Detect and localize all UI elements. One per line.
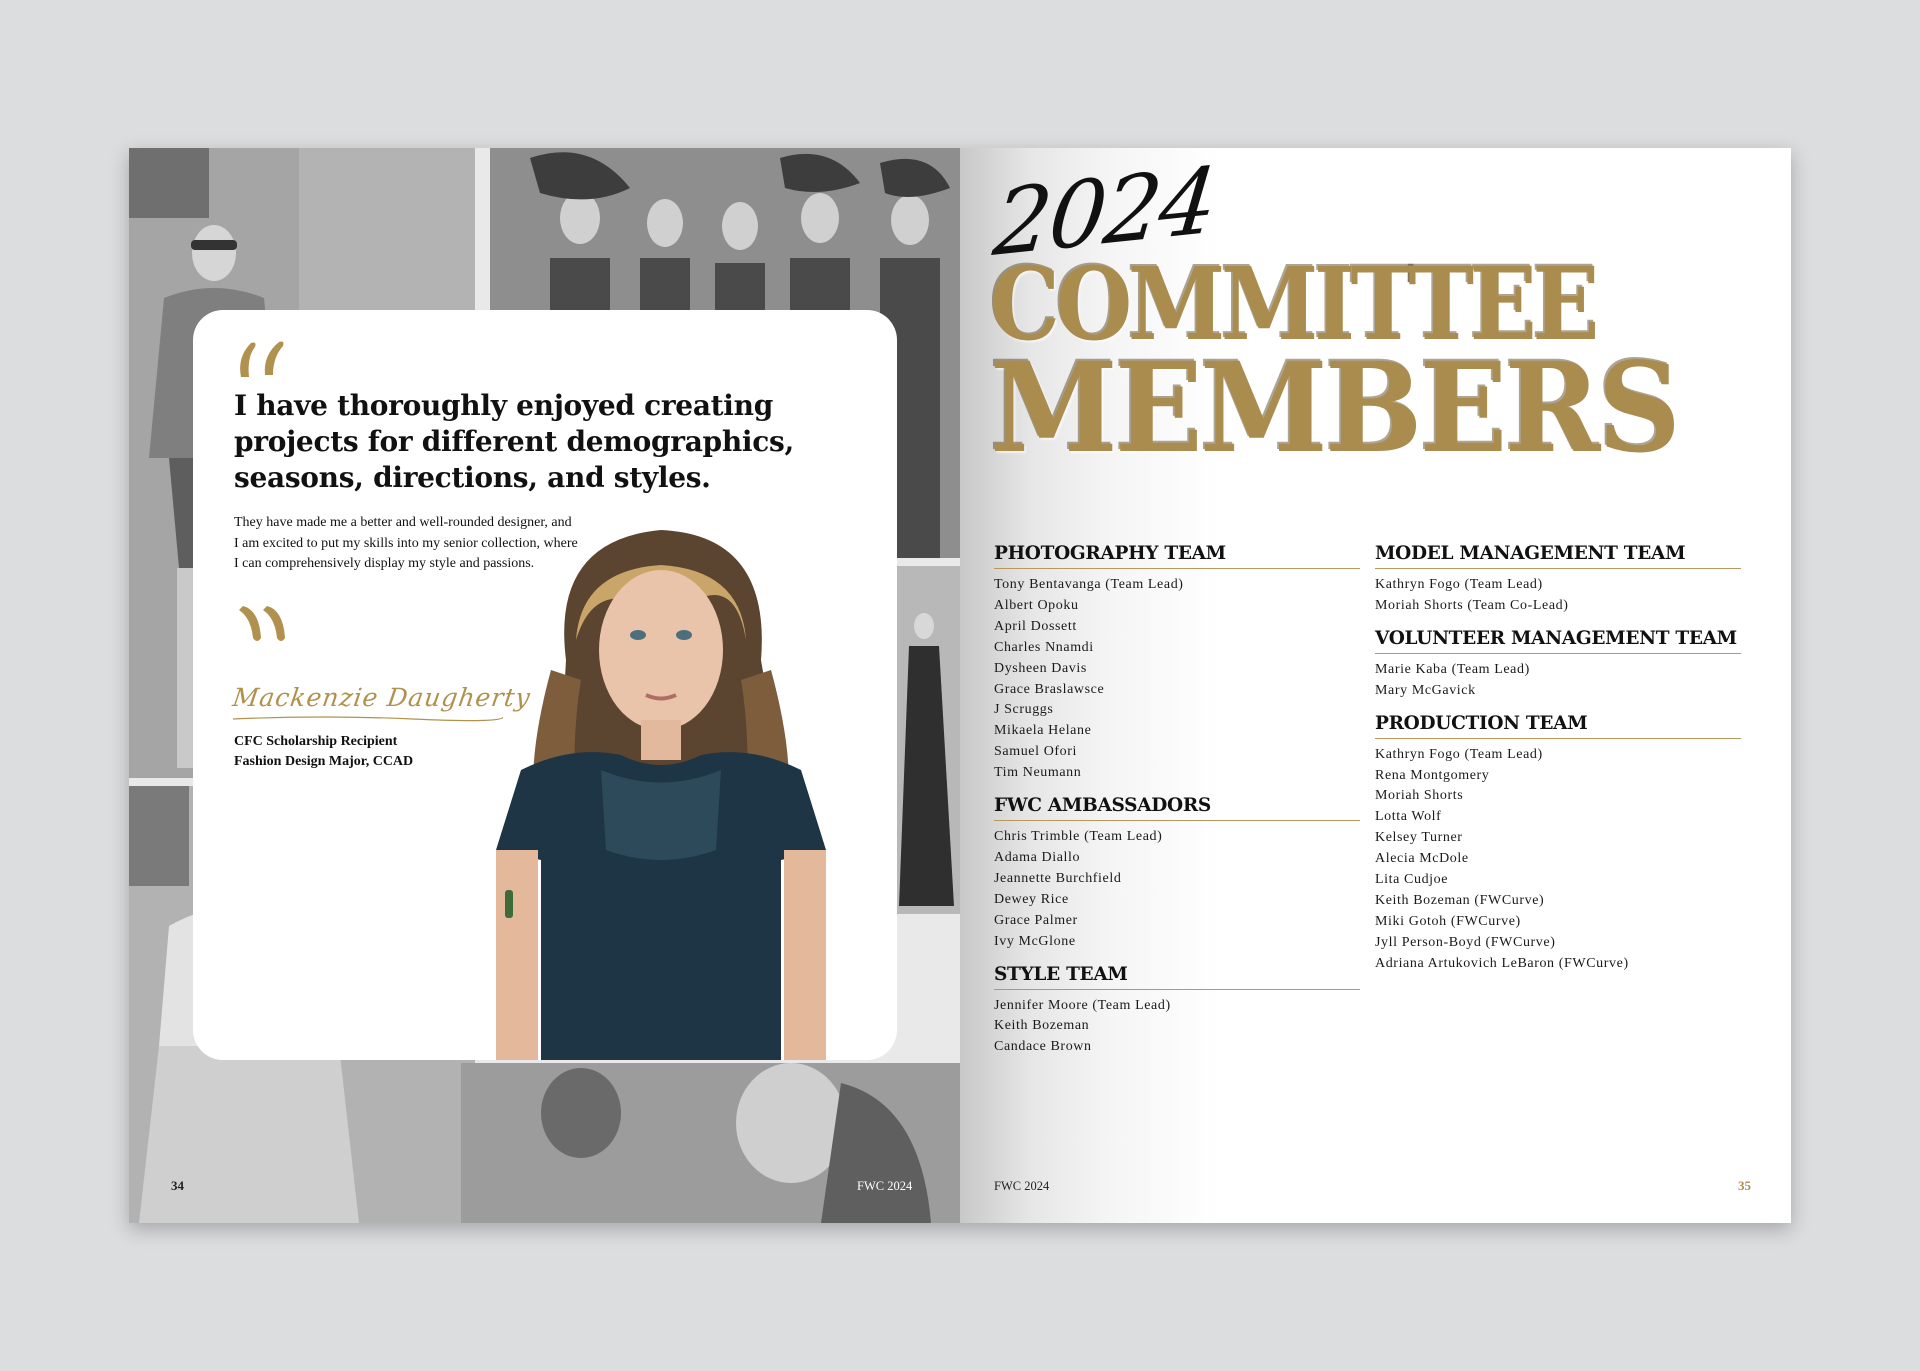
team-member: Candace Brown: [994, 1039, 1092, 1055]
open-quote-icon: [233, 337, 293, 382]
team-member: Rena Montgomery: [1375, 767, 1490, 783]
team-member: Ivy McGlone: [994, 933, 1076, 949]
team-column-left: [994, 543, 1360, 1069]
portrait-photo: [481, 520, 861, 1060]
page-number-right: 35: [1738, 1178, 1751, 1193]
team-member: Dewey Rice: [994, 891, 1069, 907]
team-member: Grace Braslawsce: [994, 681, 1105, 697]
team-section: [994, 964, 1360, 1059]
team-member: Keith Bozeman: [994, 1018, 1090, 1034]
team-heading: MODEL MANAGEMENT TEAM: [1375, 543, 1741, 569]
quote-headline: I have thoroughly enjoyed creating projects for different demographics, seasons, directions, and styles.: [234, 389, 794, 494]
team-member: Jyll Person-Boyd (FWCurve): [1375, 934, 1556, 950]
team-member: Chris Trimble (Team Lead): [994, 829, 1163, 845]
team-member: Tim Neumann: [994, 765, 1082, 781]
team-member: Jeannette Burchfield: [994, 870, 1122, 886]
role-line-1: CFC Scholarship Recipient: [234, 734, 398, 749]
footer-left: FWC 2024: [857, 1179, 913, 1193]
team-section: [994, 795, 1360, 952]
signature-flourish: [233, 713, 503, 723]
footer-right: FWC 2024: [994, 1179, 1050, 1193]
team-member: Moriah Shorts (Team Co-Lead): [1375, 597, 1569, 613]
team-member: Lita Cudjoe: [1375, 872, 1449, 888]
team-member: Mikaela Helane: [994, 723, 1092, 739]
magazine-spread: [129, 148, 1791, 1223]
team-heading: VOLUNTEER MANAGEMENT TEAM: [1375, 628, 1741, 654]
right-page: [960, 148, 1791, 1223]
page-headline: [990, 245, 1730, 481]
backstage-photo: [461, 1063, 960, 1223]
team-section: [1375, 713, 1741, 975]
team-section: [1375, 543, 1741, 617]
close-quote-icon: [233, 600, 293, 645]
team-member: Grace Palmer: [994, 912, 1078, 928]
headline-line-2: MEMBERS: [990, 336, 1679, 481]
team-member: Jennifer Moore (Team Lead): [994, 997, 1171, 1013]
team-member: Charles Nnamdi: [994, 639, 1094, 655]
team-member: Alecia McDole: [1375, 851, 1469, 867]
team-member: Samuel Ofori: [994, 744, 1078, 760]
team-member: Kathryn Fogo (Team Lead): [1375, 577, 1543, 592]
team-column-right: [1375, 543, 1741, 986]
role-line-2: Fashion Design Major, CCAD: [234, 754, 414, 769]
team-member: Adriana Artukovich LeBaron (FWCurve): [1375, 955, 1629, 971]
team-member: Kelsey Turner: [1375, 830, 1463, 846]
team-member: Keith Bozeman (FWCurve): [1375, 892, 1545, 908]
team-member: Tony Bentavanga (Team Lead): [994, 577, 1184, 592]
team-member: Lotta Wolf: [1375, 809, 1442, 825]
signature: Mackenzie Daugherty: [230, 683, 533, 712]
team-member: Albert Opoku: [994, 597, 1079, 613]
runway-photo-dark-gown: [894, 566, 960, 914]
team-section: [1375, 628, 1741, 702]
quote-attribution: [234, 732, 413, 772]
team-member: Kathryn Fogo (Team Lead): [1375, 746, 1543, 762]
team-heading: PRODUCTION TEAM: [1375, 713, 1741, 739]
quote-card: [193, 310, 897, 1060]
team-member: April Dossett: [994, 618, 1077, 634]
team-member: Marie Kaba (Team Lead): [1375, 661, 1530, 677]
team-heading: PHOTOGRAPHY TEAM: [994, 543, 1360, 569]
team-heading: FWC AMBASSADORS: [994, 795, 1360, 821]
left-page: [129, 148, 960, 1223]
quote-body: They have made me a better and well-rounded designer, and I am excited to put my skills into my senior collection, where I can comprehensively display my style and passions.: [234, 515, 578, 571]
team-member: Dysheen Davis: [994, 660, 1087, 676]
headline-line-1: COMMITTEE: [990, 245, 1596, 363]
team-member: Moriah Shorts: [1375, 788, 1464, 804]
team-member: J Scruggs: [994, 702, 1054, 718]
year-script: 2024: [989, 148, 1221, 278]
page-number-left: 34: [171, 1178, 184, 1193]
team-heading: STYLE TEAM: [994, 964, 1360, 990]
team-member: Adama Diallo: [994, 849, 1081, 865]
team-member: Miki Gotoh (FWCurve): [1375, 913, 1521, 929]
team-section: [994, 543, 1360, 784]
team-member: Mary McGavick: [1375, 682, 1476, 698]
